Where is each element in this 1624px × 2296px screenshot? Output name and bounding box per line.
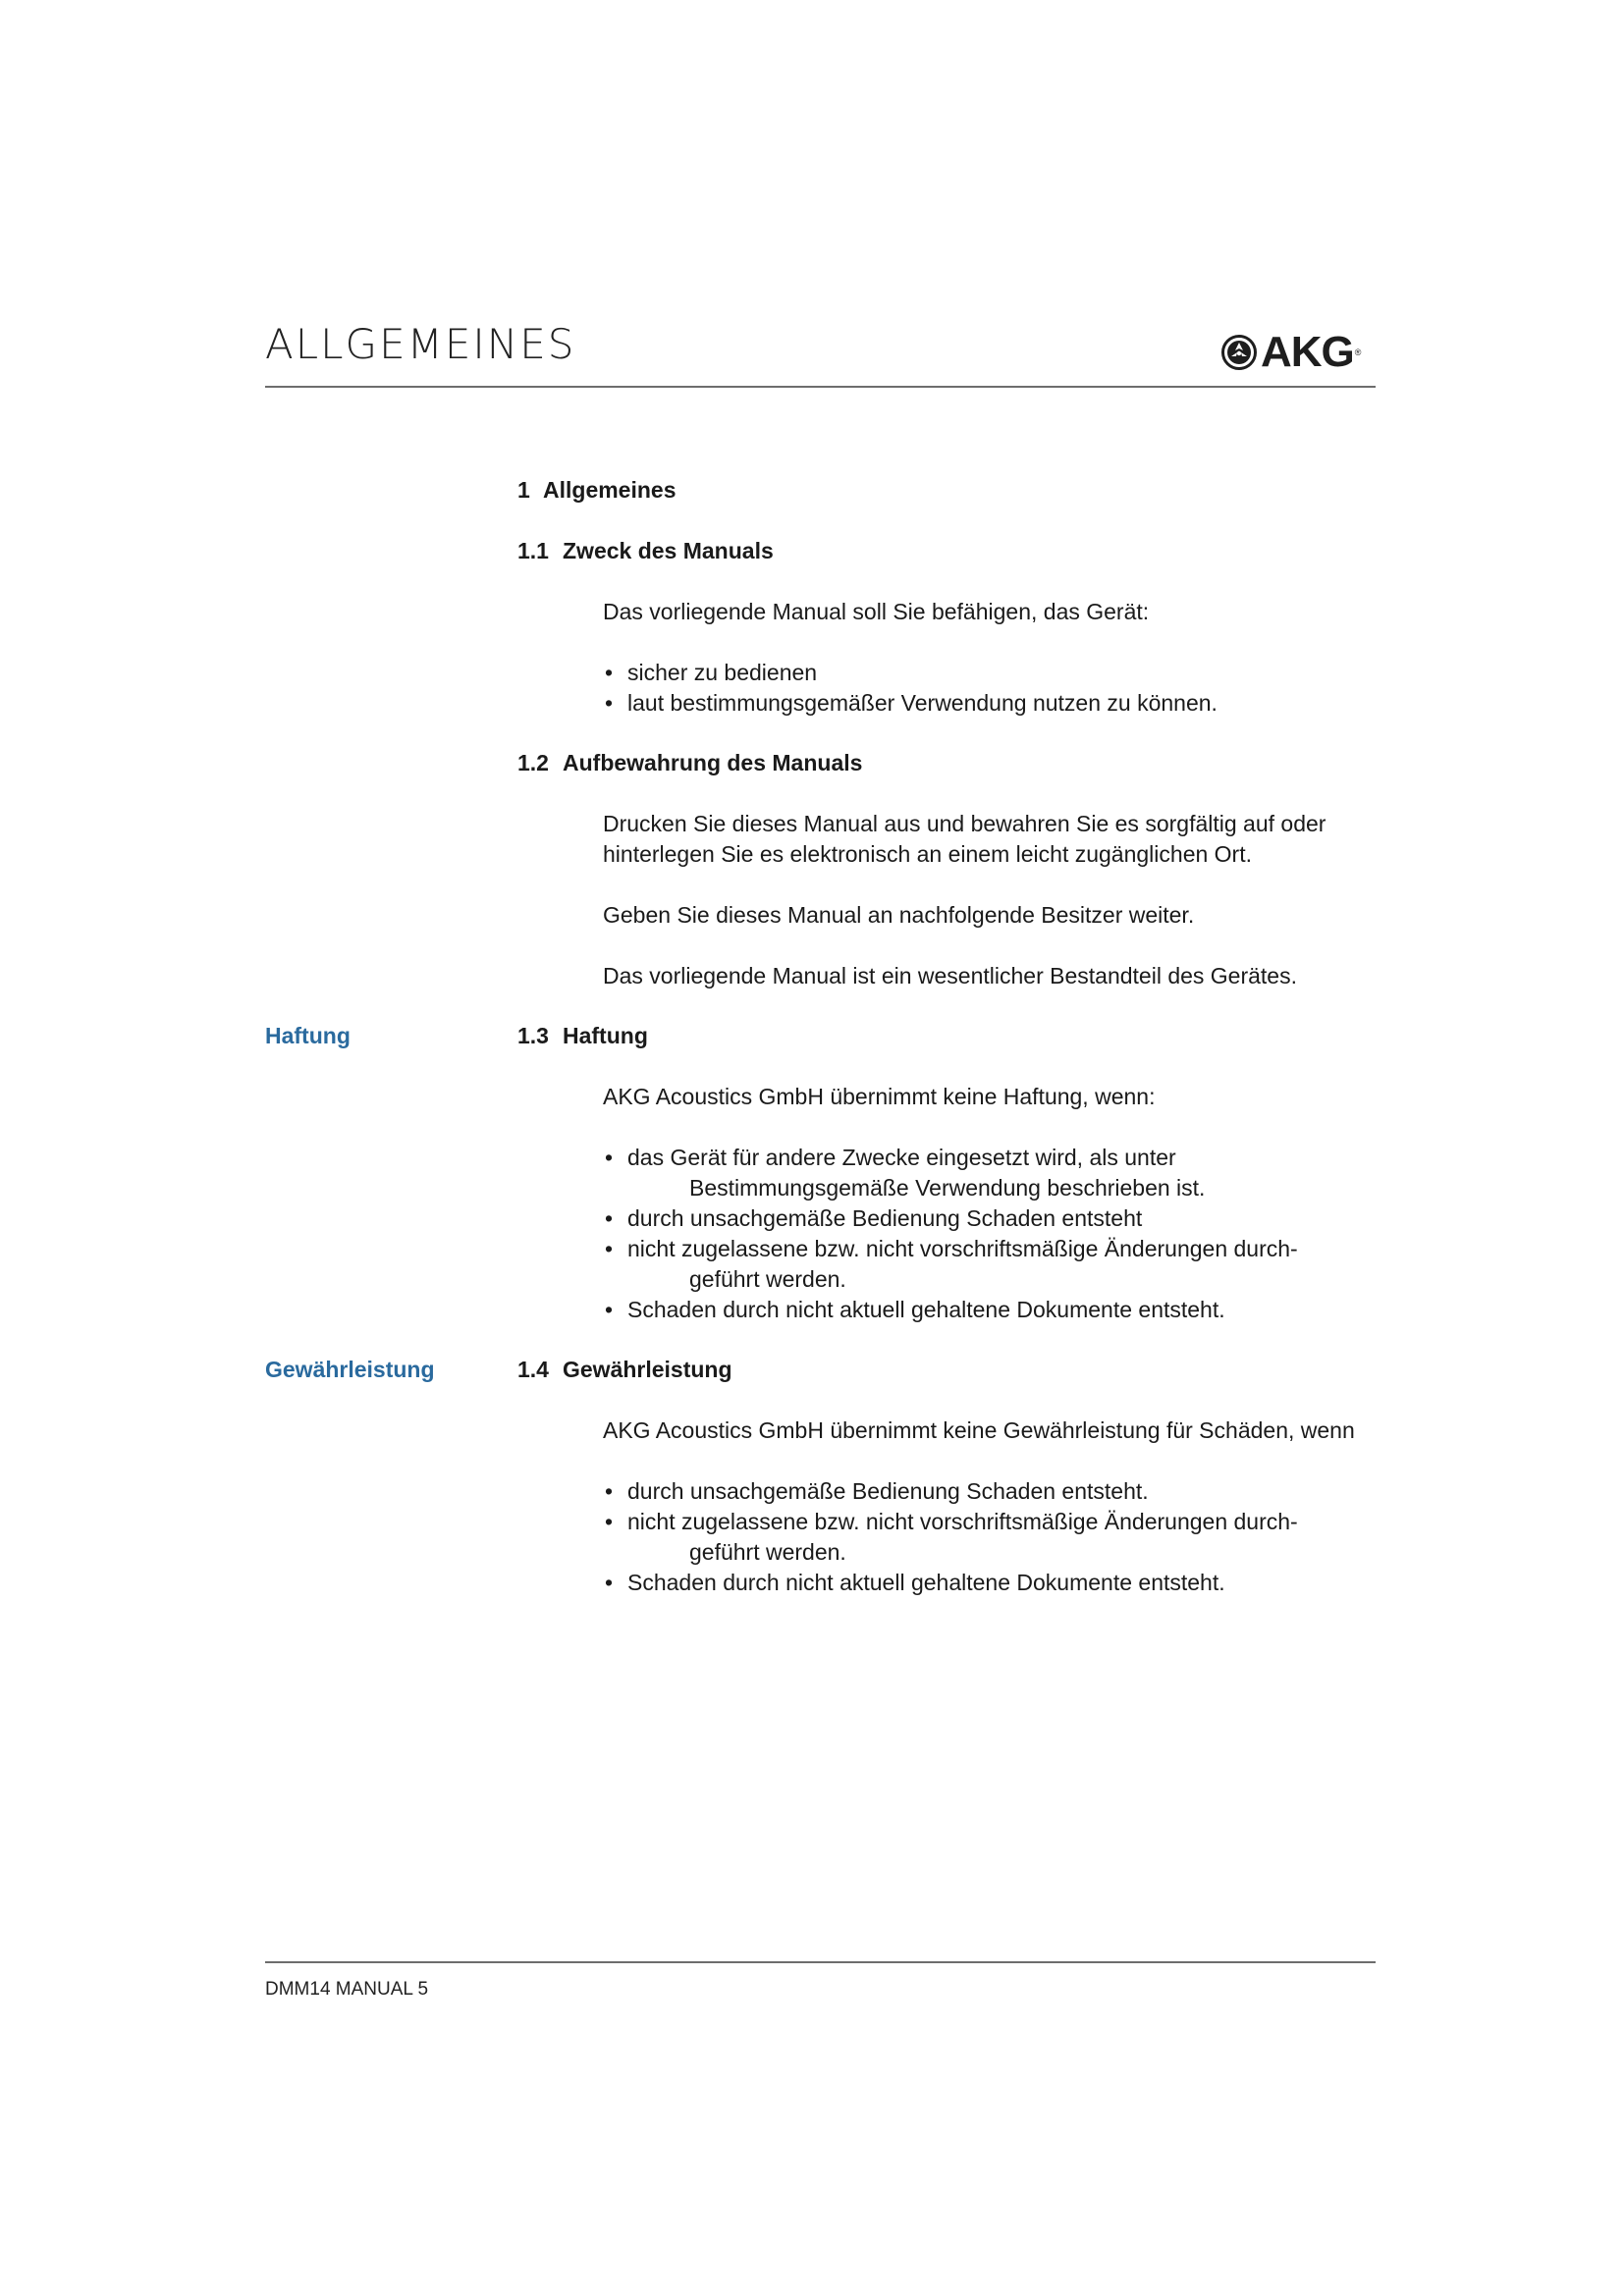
page-title: ALLGEMEINES: [265, 320, 576, 368]
list-item: • sicher zu bedienen: [603, 658, 1376, 688]
akg-logo-text: AKG: [1261, 328, 1354, 376]
section-1-1-heading: [265, 536, 1376, 566]
margin-label-haftung: Haftung: [265, 1023, 351, 1048]
list-item: [603, 1143, 1376, 1203]
margin-label-gewaehrleistung: Gewährleistung: [265, 1357, 435, 1382]
list-item-continuation: geführt werden.: [689, 1266, 846, 1292]
list-item: • durch unsachgemäße Bedienung Schaden entsteht.: [603, 1476, 1376, 1507]
registered-mark: ®: [1354, 347, 1362, 357]
section-number: 1: [517, 477, 530, 503]
section-title: Zweck des Manuals: [563, 538, 774, 563]
section-number: 1.1: [517, 538, 549, 563]
bullet-list: [265, 658, 1376, 719]
section-number: 1.4: [517, 1357, 549, 1382]
paragraph: AKG Acoustics GmbH übernimmt keine Haftung, wenn:: [603, 1084, 1156, 1109]
section-1-3-heading: [265, 1021, 1376, 1051]
list-item-text: nicht zugelassene bzw. nicht vorschriftsmäßige Änderungen durch-: [627, 1236, 1298, 1261]
list-item-continuation: Bestimmungsgemäße Verwendung beschrieben ist.: [689, 1175, 1206, 1201]
paragraph: Das vorliegende Manual ist ein wesentlicher Bestandteil des Gerätes.: [603, 963, 1297, 988]
paragraph-line: Drucken Sie dieses Manual aus und bewahren Sie es sorgfältig auf oder: [603, 811, 1326, 836]
section-1-heading: [265, 475, 1376, 506]
footer-rule: [265, 1961, 1376, 1963]
list-item: • laut bestimmungsgemäßer Verwendung nutzen zu können.: [603, 688, 1376, 719]
section-number: 1.2: [517, 750, 549, 775]
list-item-continuation: geführt werden.: [689, 1539, 846, 1565]
paragraph: Geben Sie dieses Manual an nachfolgende Besitzer weiter.: [603, 902, 1195, 928]
list-item: [603, 1234, 1376, 1295]
section-title: Allgemeines: [543, 477, 677, 503]
bullet-list: [265, 1143, 1376, 1325]
bullet-list: [265, 1476, 1376, 1598]
list-item: [603, 1507, 1376, 1568]
list-item: • Schaden durch nicht aktuell gehaltene Dokumente entsteht.: [603, 1295, 1376, 1325]
list-item-text: nicht zugelassene bzw. nicht vorschriftsmäßige Änderungen durch-: [627, 1509, 1298, 1534]
section-title: Haftung: [563, 1023, 648, 1048]
page-footer: DMM14 MANUAL 5: [265, 1979, 429, 2000]
section-title: Gewährleistung: [563, 1357, 732, 1382]
paragraph: [265, 809, 1376, 870]
list-item: • Schaden durch nicht aktuell gehaltene Dokumente entsteht.: [603, 1568, 1376, 1598]
section-1-2-heading: [265, 748, 1376, 778]
document-body: [265, 475, 1376, 1598]
paragraph: Das vorliegende Manual soll Sie befähigen, das Gerät:: [603, 599, 1150, 624]
header-rule: [265, 386, 1376, 388]
section-1-4-heading: [265, 1355, 1376, 1385]
section-number: 1.3: [517, 1023, 549, 1048]
akg-logo: [1221, 328, 1361, 377]
paragraph: AKG Acoustics GmbH übernimmt keine Gewährleistung für Schäden, wenn: [603, 1417, 1355, 1443]
akg-logo-icon: [1221, 335, 1257, 370]
paragraph-line: hinterlegen Sie es elektronisch an einem leicht zugänglichen Ort.: [603, 841, 1252, 867]
list-item: • durch unsachgemäße Bedienung Schaden entsteht: [603, 1203, 1376, 1234]
section-title: Aufbewahrung des Manuals: [563, 750, 863, 775]
list-item-text: das Gerät für andere Zwecke eingesetzt wird, als unter: [627, 1145, 1176, 1170]
